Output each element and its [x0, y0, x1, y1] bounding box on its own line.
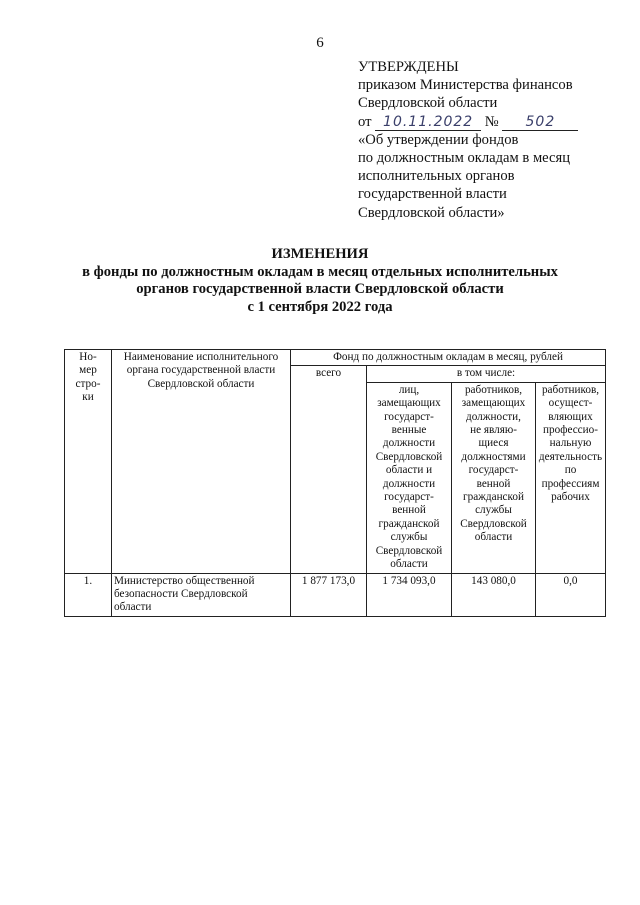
approval-subject-line: государственной власти — [358, 186, 507, 203]
approval-subject-line: Свердловской области» — [358, 204, 505, 221]
approval-date-number-line — [358, 113, 618, 131]
title-line: органов государственной власти Свердловской области — [136, 281, 504, 298]
approval-date-handwritten: 10.11.2022 — [375, 115, 481, 131]
table-header-row — [65, 350, 606, 366]
table-row — [65, 573, 606, 616]
title-line: с 1 сентября 2022 года — [247, 298, 393, 315]
row-sub-employees: 143 080,0 — [452, 573, 536, 616]
row-organ-name: Министерство общественной безопасности Свердловской области — [112, 573, 291, 616]
title-line: ИЗМЕНЕНИЯ — [271, 246, 369, 262]
header-sub-officials: лиц, замещающих государст- венные должности Свердловской области и должности государст- венной гражданской службы Свердловской области — [367, 382, 452, 573]
approval-subject-line: по должностным окладам в месяц — [358, 150, 571, 167]
approval-subject-line: исполнительных органов — [358, 168, 515, 185]
row-sub-officials: 1 734 093,0 — [367, 573, 452, 616]
page-number: 6 — [316, 35, 324, 51]
header-including: в том числе: — [367, 366, 606, 382]
document-title — [0, 246, 640, 316]
header-sub-employees: работников, замещающих должности, не являю- щиеся должностями государст- венной гражданской службы Свердловской области — [452, 382, 536, 573]
header-total: всего — [291, 366, 367, 573]
header-sub-workers: работников, осущест- вляющих профессио- нальную деятельность по профессиям рабочих — [536, 382, 606, 573]
header-fund: Фонд по должностным окладам в месяц, рублей — [291, 350, 606, 366]
approval-number-handwritten: 502 — [502, 115, 578, 131]
approval-from-label: от — [358, 113, 372, 130]
header-row-number: Но- мер стро- ки — [65, 350, 112, 574]
approval-block — [358, 58, 618, 222]
title-line: в фонды по должностным окладам в месяц отдельных исполнительных — [82, 263, 558, 280]
row-total: 1 877 173,0 — [291, 573, 367, 616]
approval-subject-line: «Об утверждении фондов — [358, 131, 519, 148]
approval-heading: УТВЕРЖДЕНЫ — [358, 59, 459, 75]
row-sub-workers: 0,0 — [536, 573, 606, 616]
header-organ-name: Наименование исполнительного органа государственной власти Свердловской области — [112, 350, 291, 574]
approval-region-line: Свердловской области — [358, 95, 498, 112]
approval-order-line: приказом Министерства финансов — [358, 77, 573, 94]
row-number: 1. — [65, 573, 112, 616]
fund-changes-table — [64, 349, 606, 617]
approval-number-label: № — [484, 113, 499, 130]
